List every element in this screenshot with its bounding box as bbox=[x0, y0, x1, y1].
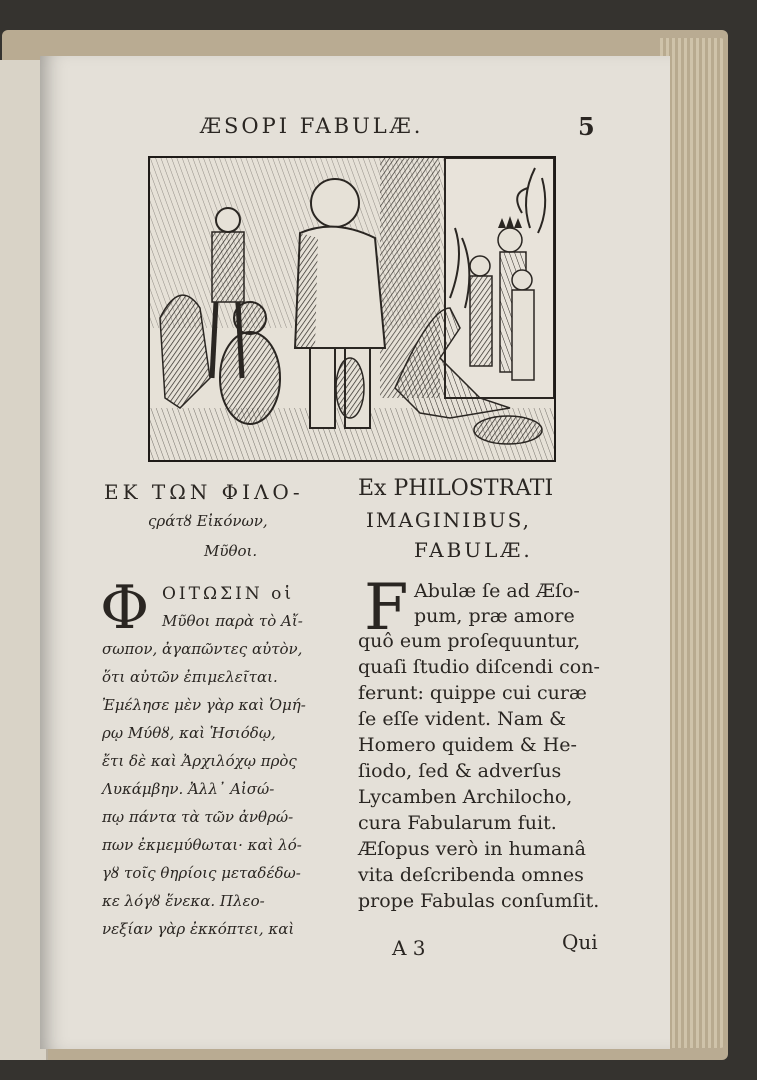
latin-text-line: ſe eſſe vident. Nam & bbox=[358, 708, 566, 730]
latin-text-line: prope Fabulas conſumſit. bbox=[358, 890, 600, 912]
greek-heading-line1: ΕΚ ΤΩΝ ΦΙΛΟ- bbox=[104, 480, 304, 504]
latin-dropcap: F bbox=[364, 571, 409, 645]
signature-mark: A 3 bbox=[392, 936, 426, 960]
greek-text-line: πῳ πάντα τὰ τῶν ἀνθρώ- bbox=[102, 808, 294, 826]
greek-text-line: γȣ τοῖς θηρίοις μεταδέδω- bbox=[102, 864, 301, 882]
latin-text-line: quaſi ſtudio diſcendi con- bbox=[358, 656, 600, 678]
latin-text-line: Lycamben Archilocho, bbox=[358, 786, 573, 808]
greek-text-line: ΟΙΤΩΣΙΝ οἱ bbox=[162, 584, 294, 604]
woodcut-image bbox=[150, 158, 554, 460]
latin-heading-line2: IMAGINIBUS, bbox=[366, 508, 531, 532]
latin-text-line: pum, præ amore bbox=[414, 605, 575, 627]
latin-text-line: Abulæ ſe ad Æſo- bbox=[414, 580, 580, 602]
latin-text-line: vita deſcribenda omnes bbox=[358, 864, 584, 886]
greek-heading-line3: Μῦθοι. bbox=[204, 542, 258, 560]
latin-text-line: Æſopus verò in humanâ bbox=[358, 838, 586, 860]
greek-text-line: σωπον, ἀγαπῶντες αὐτὸν, bbox=[102, 640, 303, 658]
greek-text-line: Ἐμέλησε μὲν γὰρ καὶ Ὁμή- bbox=[102, 696, 306, 714]
latin-text-line: cura Fabularum fuit. bbox=[358, 812, 557, 834]
latin-heading-line1: Ex PHILOSTRATI bbox=[358, 476, 554, 501]
woodcut-illustration bbox=[148, 156, 556, 462]
greek-text-line: ὅτι αὐτῶν ἐπιμελεῖται. bbox=[102, 668, 278, 686]
latin-text-line: ferunt: quippe cui curæ bbox=[358, 682, 587, 704]
greek-text-line: νεξίαν γὰρ ἐκκόπτει, καὶ bbox=[102, 920, 295, 938]
latin-heading-line3: FABULÆ. bbox=[414, 538, 533, 562]
greek-text-line: Μῦθοι παρὰ τὸ Αἴ- bbox=[162, 612, 303, 630]
greek-text-line: Λυκάμβην. Ἀλλ᾽ Αἰσώ- bbox=[102, 780, 275, 798]
page-number: 5 bbox=[578, 112, 595, 141]
greek-text-line: ρῳ Μύθȣ, καὶ Ἡσιόδῳ, bbox=[102, 724, 276, 742]
greek-text-line: ἔτι δὲ καὶ Ἀρχιλόχῳ πρὸς bbox=[102, 752, 297, 770]
greek-text-line: πων ἐκμεμύθωται· καὶ λό- bbox=[102, 836, 302, 854]
greek-dropcap: Φ bbox=[100, 573, 150, 643]
running-head: ÆSOPI FABULÆ. bbox=[200, 114, 424, 138]
latin-text-line: ſiodo, ſed & adverſus bbox=[358, 760, 562, 782]
greek-heading-line2: ςράτȣ Εἰκόνων, bbox=[148, 512, 268, 530]
catchword: Qui bbox=[562, 930, 598, 954]
latin-text-line: quô eum proſequuntur, bbox=[358, 630, 581, 652]
latin-text-line: Homero quidem & He- bbox=[358, 734, 577, 756]
greek-text-line: κε λόγȣ ἕνεκα. Πλεο- bbox=[102, 892, 265, 910]
